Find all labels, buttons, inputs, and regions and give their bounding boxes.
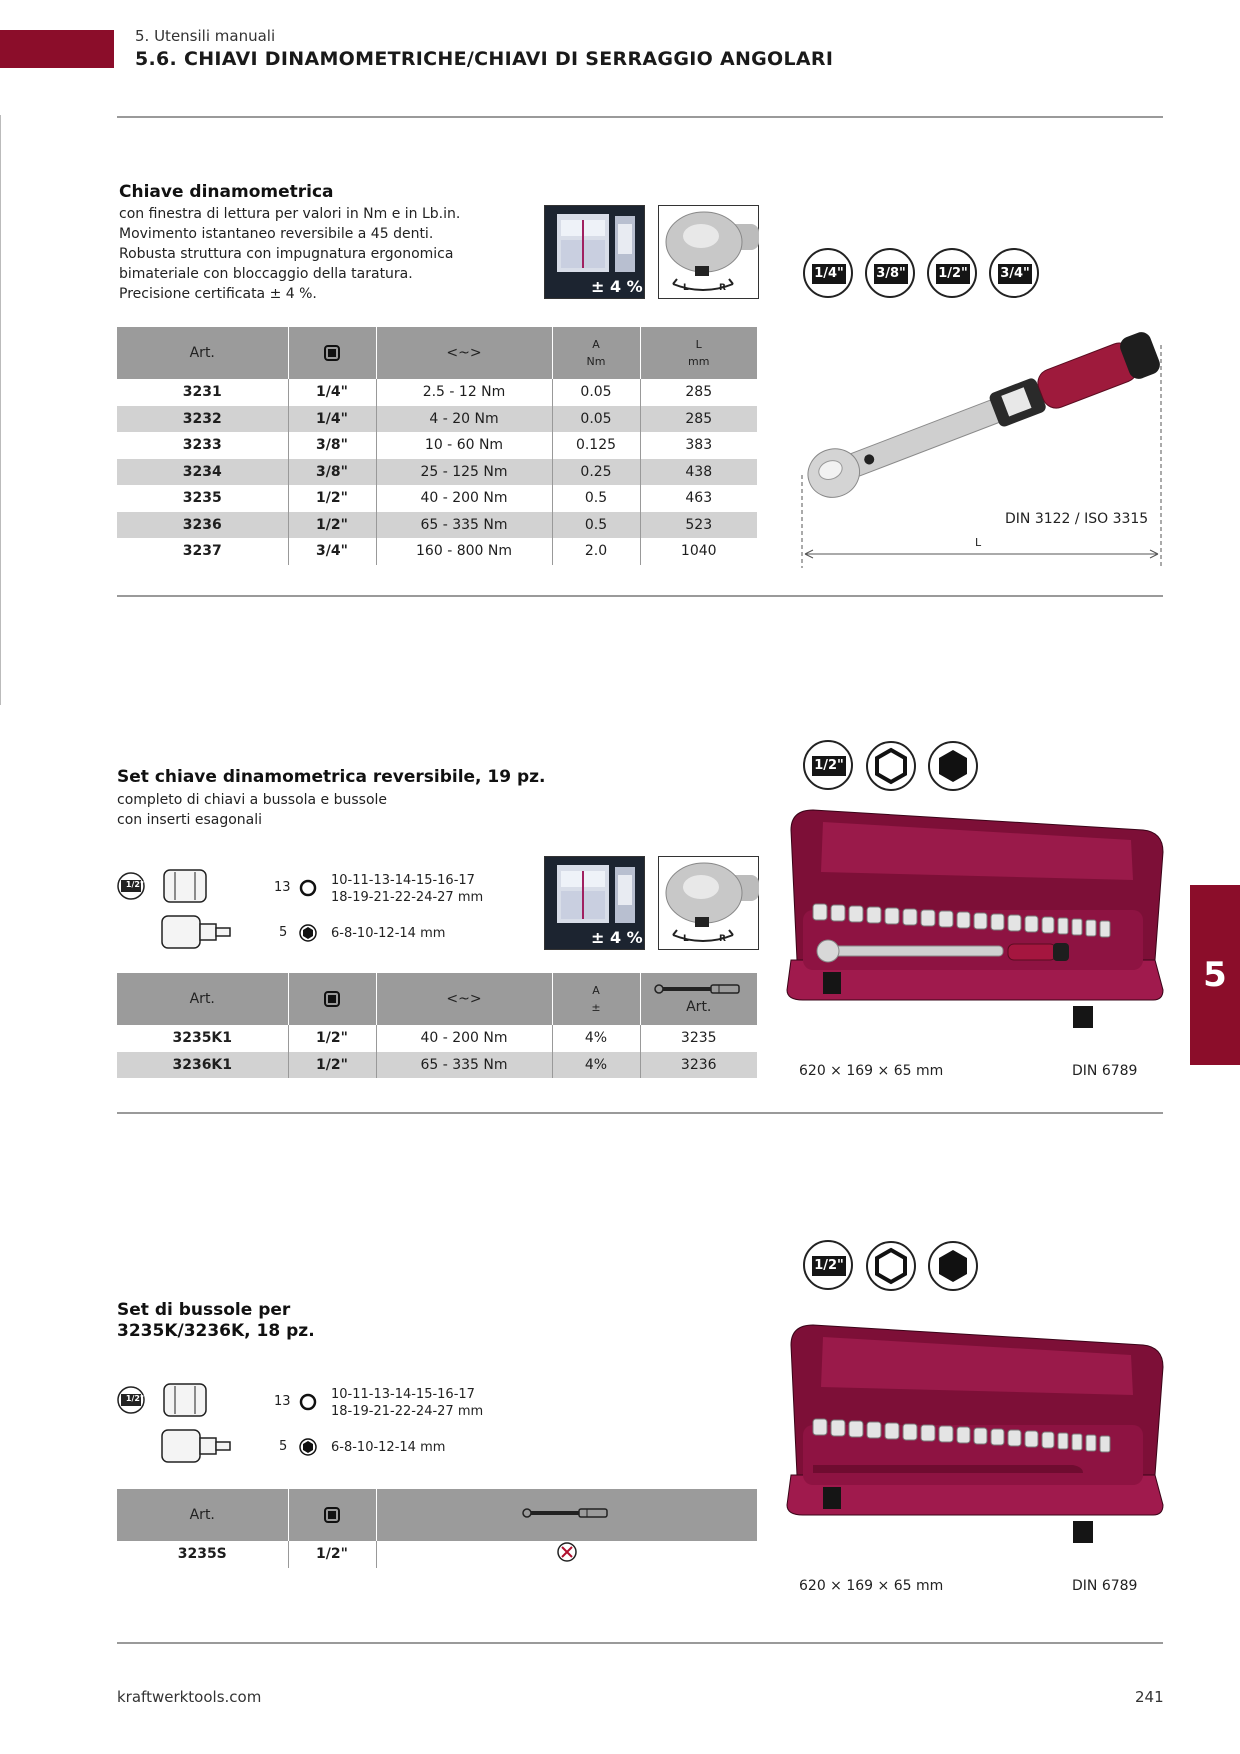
hex-socket-icon — [298, 878, 318, 898]
ratchet-left-label: L — [683, 283, 689, 293]
drive-size-badge: 3/4" — [989, 248, 1039, 298]
col-wrench — [376, 1489, 757, 1541]
col-length: L mm — [640, 327, 757, 379]
table-header — [117, 1489, 757, 1541]
product-title: Set chiave dinamometrica reversibile, 19 pz. — [117, 767, 546, 787]
case-dimensions: 620 × 169 × 65 mm — [799, 1578, 944, 1594]
divider — [117, 1642, 1163, 1644]
col-range: <~> — [376, 327, 552, 379]
table-header — [117, 973, 757, 1025]
ratchet-right-label: R — [719, 934, 726, 944]
col-drive — [288, 1489, 376, 1541]
socket-sizes: 10-11-13-14-15-16-17 18-19-21-22-24-27 mm — [331, 1387, 484, 1419]
standard-label: DIN 6789 — [1072, 1063, 1138, 1079]
col-accuracy: A ± — [552, 973, 640, 1025]
ratchet-head-image — [658, 856, 759, 950]
section-title: 5.6. CHIAVI DINAMOMETRICHE/CHIAVI DI SERRAGGIO ANGOLARI — [135, 48, 834, 70]
bit-sizes: 6-8-10-12-14 mm — [331, 1440, 446, 1455]
dimension-label: L — [975, 536, 982, 549]
hex-socket-icon — [298, 1392, 318, 1412]
drive-size-badge: 1/2" — [803, 1240, 853, 1290]
table-row: 3236 1/2" 65 - 335 Nm 0.5 523 — [117, 512, 757, 539]
col-wrench-ref: Art. — [640, 973, 757, 1025]
drive-badge: 1/2" — [125, 880, 145, 889]
hex-bit-badge — [927, 1240, 979, 1292]
divider — [117, 595, 1163, 597]
footer-url: kraftwerktools.com — [117, 1688, 262, 1706]
bit-sizes: 6-8-10-12-14 mm — [331, 926, 446, 941]
section-color-bar — [0, 30, 114, 68]
set-spec-table — [117, 973, 757, 1078]
bit-count: 5 — [279, 925, 288, 940]
table-row: 3234 3/8" 25 - 125 Nm 0.25 438 — [117, 459, 757, 486]
drive-size-badge: 1/4" — [803, 248, 853, 298]
hex-bit-badge — [927, 740, 979, 792]
table-row: 3231 1/4" 2.5 - 12 Nm 0.05 285 — [117, 379, 757, 406]
socket-set-table — [117, 1489, 757, 1568]
not-included-icon — [556, 1541, 578, 1563]
col-art: Art. — [117, 327, 288, 379]
socket-count: 13 — [274, 1394, 291, 1409]
product-title: Chiave dinamometrica — [119, 182, 334, 202]
hex-socket-badge — [865, 740, 917, 792]
standard-label: DIN 3122 / ISO 3315 — [1005, 511, 1149, 527]
table-row: 3235S 1/2" — [117, 1541, 757, 1568]
table-row: 3233 3/8" 10 - 60 Nm 0.125 383 — [117, 432, 757, 459]
square-drive-icon — [324, 991, 340, 1007]
divider — [117, 116, 1163, 118]
tool-case-image — [783, 800, 1168, 1030]
square-drive-icon — [324, 345, 340, 361]
chapter-tab: 5 — [1190, 885, 1240, 1065]
hex-socket-badge — [865, 1240, 917, 1292]
col-accuracy: A Nm — [552, 327, 640, 379]
torque-wrench-image — [795, 285, 1175, 570]
accuracy-badge: ± 4 % — [591, 277, 643, 296]
drive-size-badge: 1/2" — [927, 248, 977, 298]
standard-label: DIN 6789 — [1072, 1578, 1138, 1594]
product-description: completo di chiavi a bussola e bussole con inserti esagonali — [117, 792, 388, 828]
table-header — [117, 327, 757, 379]
torque-wrench-icon — [653, 983, 745, 995]
socket-case-image — [783, 1315, 1168, 1545]
page-number: 241 — [1135, 1688, 1164, 1706]
col-range: <~> — [376, 973, 552, 1025]
ratchet-head-icon — [659, 206, 760, 300]
socket-sizes: 10-11-13-14-15-16-17 18-19-21-22-24-27 mm — [331, 873, 484, 905]
scale-window-image — [544, 856, 645, 950]
spec-table — [117, 327, 757, 565]
ratchet-head-image — [658, 205, 759, 299]
divider — [117, 1112, 1163, 1114]
ratchet-right-label: R — [719, 283, 726, 293]
torque-wrench-icon — [521, 1507, 613, 1519]
square-drive-icon — [324, 1507, 340, 1523]
scale-window-image — [544, 205, 645, 299]
table-row: 3232 1/4" 4 - 20 Nm 0.05 285 — [117, 406, 757, 433]
product-title: Set di bussole per 3235K/3236K, 18 pz. — [117, 1300, 315, 1341]
drive-badge: 1/2" — [125, 1394, 145, 1403]
drive-size-badge: 3/8" — [865, 248, 915, 298]
col-art: Art. — [117, 973, 288, 1025]
table-row: 3235 1/2" 40 - 200 Nm 0.5 463 — [117, 485, 757, 512]
accuracy-badge: ± 4 % — [591, 928, 643, 947]
table-row: 3237 3/4" 160 - 800 Nm 2.0 1040 — [117, 538, 757, 565]
ratchet-left-label: L — [683, 934, 689, 944]
hex-bit-icon — [298, 923, 318, 943]
product-description: con finestra di lettura per valori in Nm e in Lb.in. Movimento istantaneo reversibile a 45 denti. Robusta struttura con impugnatura ergonomica bimateriale con bloccaggio della taratura. Precisione certificata ± 4 %. — [119, 206, 461, 302]
table-row: 3236K1 1/2" 65 - 335 Nm 4% 3236 — [117, 1052, 757, 1079]
hex-bit-icon — [298, 1437, 318, 1457]
col-art: Art. — [117, 1489, 288, 1541]
col-drive — [288, 327, 376, 379]
drive-size-badge: 1/2" — [803, 740, 853, 790]
col-drive — [288, 973, 376, 1025]
table-row: 3235K1 1/2" 40 - 200 Nm 4% 3235 — [117, 1025, 757, 1052]
socket-count: 13 — [274, 880, 291, 895]
section-breadcrumb: 5. Utensili manuali — [135, 27, 276, 45]
margin-rule — [0, 115, 1, 705]
case-dimensions: 620 × 169 × 65 mm — [799, 1063, 944, 1079]
bit-count: 5 — [279, 1439, 288, 1454]
ratchet-head-icon — [659, 857, 760, 951]
